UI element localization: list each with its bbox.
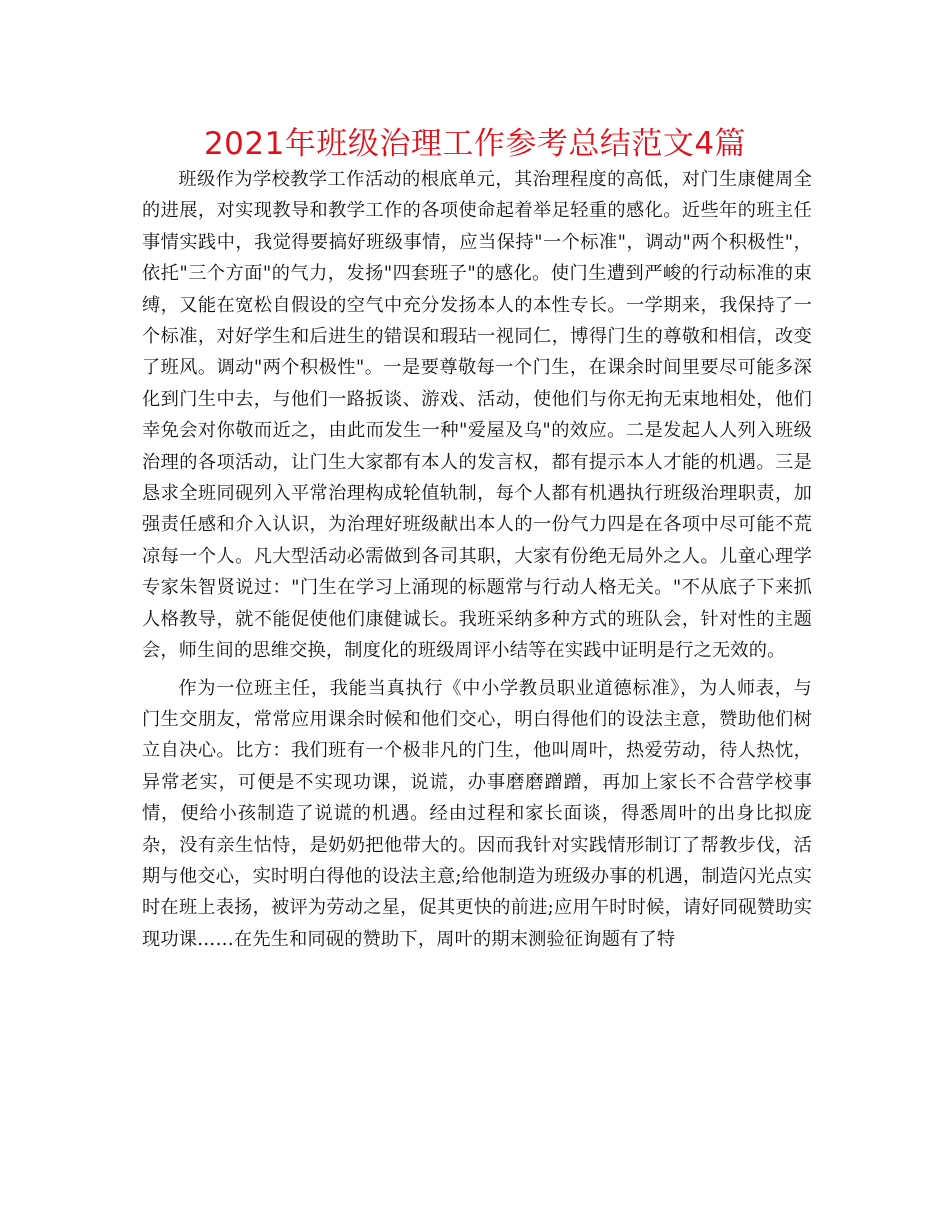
document-body: [142, 164, 812, 955]
paragraph-2: 作为一位班主任，我能当真执行《中小学教员职业道德标准》，为人师表，与门生交朋友，常常应用课余时候和他们交心，明白得他们的设法主意，赞助他们树立自决心。比方：我们班有一个极非凡的门生，他叫周叶，热爱劳动，待人热忱，异常老实，可便是不实现功课，说谎，办事磨磨蹭蹭，再加上家长不合营学校事情，便给小孩制造了说谎的机遇。经由过程和家长面谈，得悉周叶的出身比拟庞杂，没有亲生怙恃，是奶奶把他带大的。因而我针对实践情形制订了帮教步伐，活期与他交心，实时明白得他的设法主意;给他制造为班级办事的机遇，制造闪光点实时在班上表扬，被评为劳动之星，促其更快的前进;应用午时时候，请好同砚赞助实现功课……在先生和同砚的赞助下，周叶的期末测验征询题有了特: [142, 677, 812, 950]
document-title: 2021年班级治理工作参考总结范文4篇: [203, 126, 747, 162]
paragraph-1: 班级作为学校教学工作活动的根底单元，其治理程度的高低，对门生康健周全的进展，对实现教导和教学工作的各项使命起着举足轻重的感化。近些年的班主任事情实践中，我觉得要搞好班级事情，应当保持"一个标准"，调动"两个积极性"，依托"三个方面"的气力，发扬"四套班子"的感化。使门生遭到严峻的行动标准的束缚，又能在宽松自假设的空气中充分发扬本人的本性专长。一学期来，我保持了一个标准，对好学生和后进生的错误和瑕玷一视同仁，博得门生的尊敬和相信，改变了班风。调动"两个积极性"。一是要尊敬每一个门生，在课余时间里要尽可能多深化到门生中去，与他们一路扳谈、游戏、活动，使他们与你无拘无束地相处，他们幸免会对你敬而近之，由此而发生一种"爱屋及乌"的效应。二是发起人人列入班级治理的各项活动，让门生大家都有本人的发言权，都有提示本人才能的机遇。三是恳求全班同砚列入平常治理构成轮值轨制，每个人都有机遇执行班级治理职责，加强责任感和介入认识，为治理好班级献出本人的一份气力四是在各项中尽可能不荒凉每一个人。凡大型活动必需做到各司其职，大家有份绝无局外之人。儿童心理学专家朱智贤说过："门生在学习上涌现的标题常与行动人格无关。"不从底子下来抓人格教导，就不能促使他们康健诚长。我班采纳多种方式的班队会，针对性的主题会，师生间的思维交换，制度化的班级周评小结等在实践中证明是行之无效的。: [142, 169, 812, 662]
